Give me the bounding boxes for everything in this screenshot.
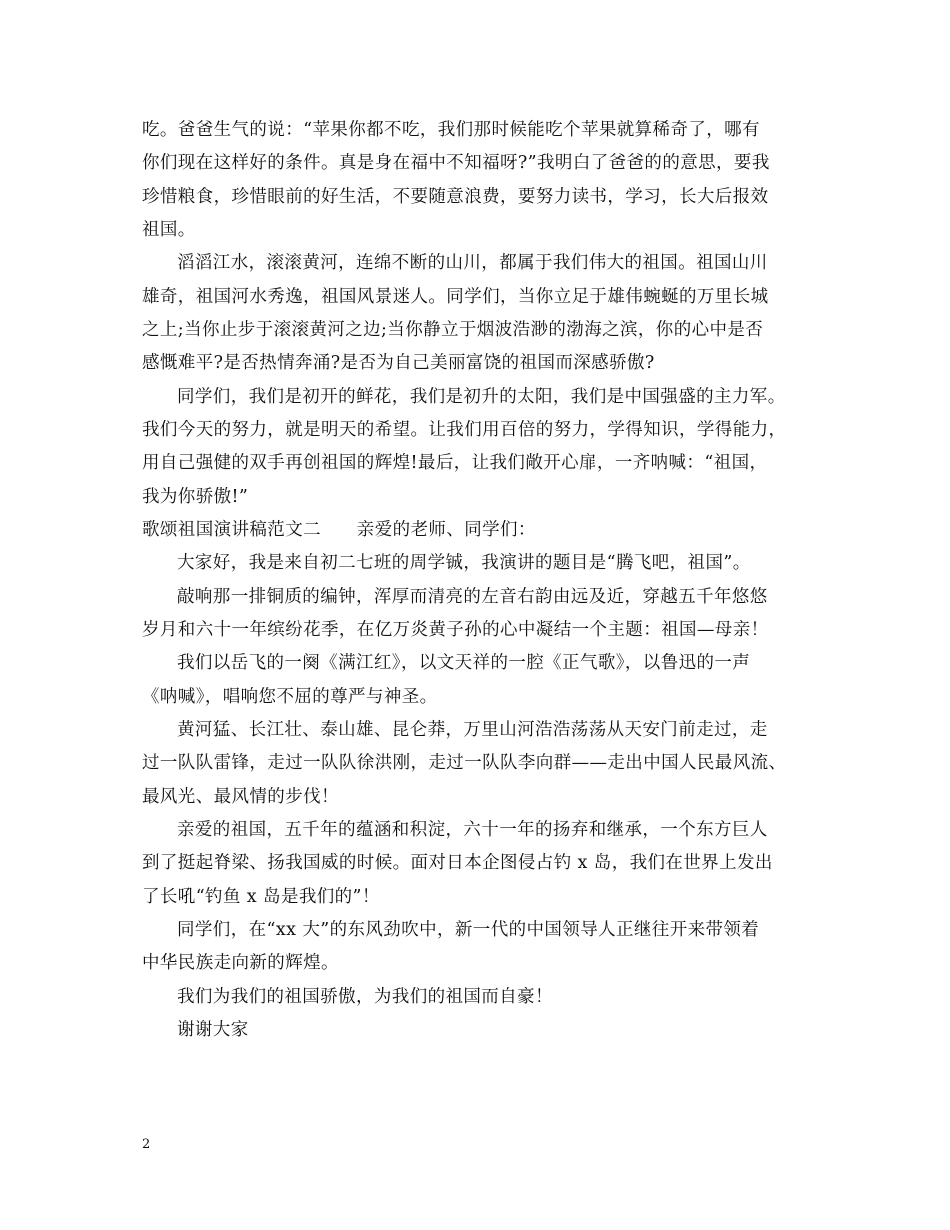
body-text-line: 之上;当你止步于滚滚黄河之边;当你静立于烟波浩渺的渤海之滨，你的心中是否 (142, 320, 764, 340)
body-text-line: 你们现在这样好的条件。真是身在福中不知福呀?”我明白了爸爸的的意思，要我 (142, 153, 770, 173)
body-text-line: 《呐喊》，唱响您不屈的尊严与神圣。 (142, 687, 438, 707)
body-text-line: 感慨难平?是否热情奔涌?是否为自己美丽富饶的祖国而深感骄傲? (142, 353, 655, 373)
body-text-line: 中华民族走向新的辉煌。 (142, 953, 339, 973)
paragraph-start-line: 同学们，在“xx 大”的东风劲吹中，新一代的中国领导人正继往开来带领着 (177, 920, 760, 940)
paragraph-start-line: 同学们，我们是初开的鲜花，我们是初升的太阳，我们是中国强盛的主力军。 (177, 387, 786, 407)
body-text-line: 用自己强健的双手再创祖国的辉煌!最后，让我们敞开心扉，一齐呐喊：“祖国， (142, 453, 768, 473)
body-text-line: 到了挺起脊梁、扬我国威的时候。面对日本企图侵占钓 x 岛，我们在世界上发出 (142, 853, 773, 873)
body-text-line: 岁月和六十一年缤纷花季，在亿万炎黄子孙的心中凝结一个主题：祖国—母亲！ (142, 620, 769, 640)
paragraph-start-line: 谢谢大家 (177, 1020, 249, 1040)
body-text-line: 了长吼“钓鱼 x 岛是我们的”！ (142, 887, 380, 907)
paragraph-start-line: 滔滔江水，滚滚黄河，连绵不断的山川，都属于我们伟大的祖国。祖国山川 (177, 253, 768, 273)
body-text-line: 过一队队雷锋，走过一队队徐洪刚，走过一队队李向群——走出中国人民最风流、 (142, 753, 787, 773)
section-heading-line: 歌颂祖国演讲稿范文二 亲爱的老师、同学们： (142, 520, 536, 540)
body-text-line: 祖国。 (142, 220, 196, 240)
body-text-line: 珍惜粮食，珍惜眼前的好生活，不要随意浪费，要努力读书，学习，长大后报效 (142, 187, 769, 207)
page-number: 2 (142, 1137, 151, 1152)
body-text-line: 最风光、最风情的步伐！ (142, 787, 339, 807)
paragraph-start-line: 黄河猛、长江壮、泰山雄、昆仑莽，万里山河浩浩荡荡从天安门前走过，走 (177, 720, 768, 740)
paragraph-start-line: 亲爱的祖国，五千年的蕴涵和积淀，六十一年的扬弃和继承，一个东方巨人 (177, 820, 768, 840)
paragraph-start-line: 敲响那一排铜质的编钟，浑厚而清亮的左音右韵由远及近，穿越五千年悠悠 (177, 587, 768, 607)
paragraph-start-line: 我们为我们的祖国骄傲，为我们的祖国而自豪！ (177, 987, 553, 1007)
body-text-line: 我们今天的努力，就是明天的希望。让我们用百倍的努力，学得知识，学得能力， (142, 420, 787, 440)
body-text-line: 吃。爸爸生气的说：“苹果你都不吃，我们那时候能吃个苹果就算稀奇了，哪有 (142, 120, 760, 140)
body-text-line: 我为你骄傲!” (142, 487, 249, 507)
body-text-line: 雄奇，祖国河水秀逸，祖国风景迷人。同学们，当你立足于雄伟蜿蜒的万里长城 (142, 287, 769, 307)
paragraph-start-line: 大家好，我是来自初二七班的周学铖，我演讲的题目是“腾飞吧，祖国”。 (177, 553, 751, 573)
paragraph-start-line: 我们以岳飞的一阕《满江红》，以文天祥的一腔《正气歌》，以鲁迅的一声 (177, 653, 751, 673)
